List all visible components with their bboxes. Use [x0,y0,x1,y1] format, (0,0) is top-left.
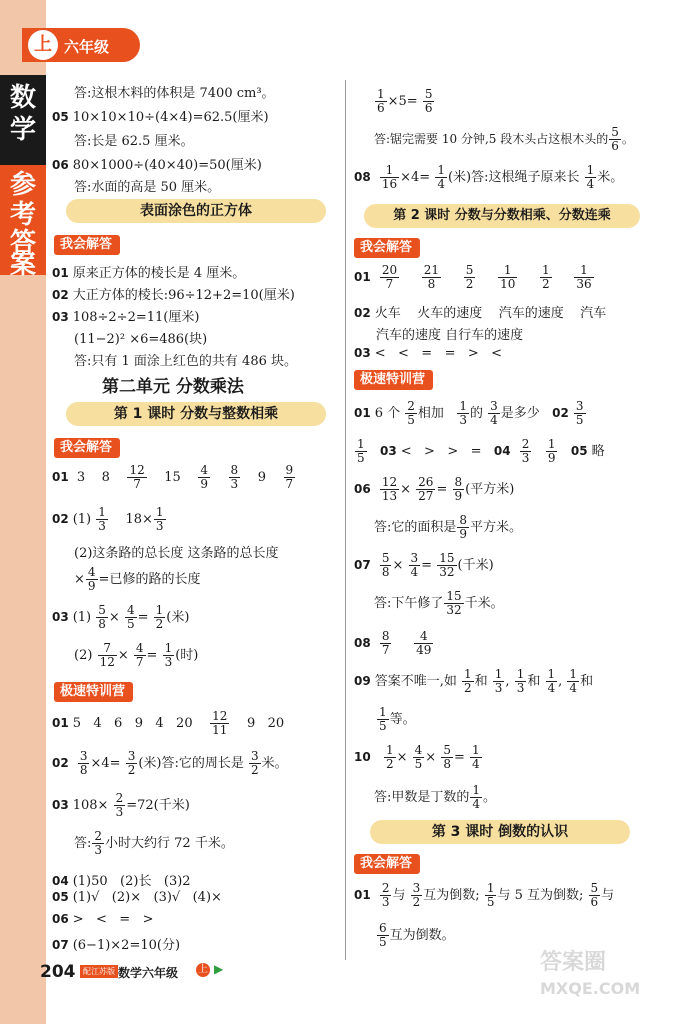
grade-label: 六年级 [64,38,110,56]
answer-line: (11−2)² ×6=486(块) [74,332,208,347]
answer-line: 答: $\frac{2}{3}$ 小时大约行 72 千米。 [74,829,234,857]
footer-title: 数学六年级 [118,966,179,980]
edition-tag: 配江苏版 [80,965,118,978]
answer-line: 03 (1) $\frac{5}{8}$ × $\frac{4}{5}$ = $\frac{1}{2}$ (米) [52,603,190,631]
answer-line: × $\frac{4}{9}$ =已修的路的长度 [74,565,201,593]
page-number: 204 [40,962,76,982]
answer-line: 06 80×1000÷(40×40)=50(厘米) [52,158,262,173]
footer-volume: 上 [198,964,208,975]
section-badge: 我会解答 [54,235,120,255]
answer-line: (2)这条路的总长度 这条路的总长度 [74,546,279,561]
answer-line: 01 $\frac{2}{3}$ 与 $\frac{3}{2}$ 互为倒数; $\frac{1}{5}$ 与 5 互为倒数; $\frac{5}{6}$ 与 [354,881,615,909]
answer-line: 09 答案不唯一,如 $\frac{1}{2}$ 和 $\frac{1}{3}$ , $\frac{1}{3}$ 和 $\frac{1}{4}$ , $\frac{1}{4}$ 和 [354,667,594,695]
column-divider [345,80,346,960]
answer-line: 答:甲数是丁数的 $\frac{1}{4}$ 。 [374,783,497,811]
answer-line: 01 5 4 6 9 4 20 $\frac{12}{11}$ 9 20 [52,709,285,737]
answer-line: 02 大正方体的棱长:96÷12+2=10(厘米) [52,288,295,303]
watermark-line: MXQE.COM [540,979,641,998]
section-band: 第 3 课时 倒数的认识 [370,820,630,844]
watermark-line: 答案圈 [540,950,607,975]
answer-line: 答:下午修了 $\frac{15}{32}$ 千米。 [374,589,504,617]
answer-line: 答:水面的高是 50 厘米。 [74,180,221,195]
section-badge: 我会解答 [54,438,120,458]
sidebar [0,0,46,1024]
answer-line: 答:它的面积是 $\frac{8}{9}$ 平方米。 [374,513,523,541]
section-char: 参 [9,170,36,200]
answer-line: 08 $\frac{8}{7}$ $\frac{4}{49}$ [354,629,432,657]
section-band: 第 1 课时 分数与整数相乘 [66,402,326,426]
answer-line: $\frac{1}{6}$ ×5= $\frac{5}{6}$ [377,87,433,115]
answer-line: 01 原来正方体的棱长是 4 厘米。 [52,266,246,281]
answer-line: 03 < < = = > < [354,346,503,361]
answer-line: 04 (1)50 (2)长 (3)2 [52,874,191,889]
answer-line: $\frac{1}{5}$ 等。 [379,705,416,733]
answer-line: 06 $\frac{12}{13}$ × $\frac{26}{27}$ = $\frac{8}{9}$ (平方米) [354,475,515,503]
answer-line: $\frac{6}{5}$ 互为倒数。 [379,921,455,949]
answer-line: 01 6 个 $\frac{2}{5}$ 相加 $\frac{1}{3}$ 的 $\frac{3}{4}$ 是多少 02 $\frac{3}{5}$ [354,399,584,427]
answer-line: 07 (6−1)×2=10(分) [52,938,181,953]
answer-line: 答:长是 62.5 厘米。 [74,134,194,149]
section-badge: 极速特训营 [54,682,133,702]
section-badge: 我会解答 [354,854,420,874]
watermark [540,950,640,1002]
answer-line: 01 $\frac{20}{7}$ $\frac{21}{8}$ $\frac{5}{2}$ $\frac{1}{10}$ $\frac{1}{2}$ $\frac{1}{36}$ [354,263,592,291]
grade-circle: 上 [28,30,58,60]
section-badge: 我会解答 [354,238,420,258]
answer-line: 答:锯完需要 10 分钟,5 段木头占这根木头的 $\frac{5}{6}$ 。 [374,125,634,153]
answer-line: (2) $\frac{7}{12}$ × $\frac{4}{7}$ = $\frac{1}{3}$ (时) [74,641,199,669]
answer-line: 02 $\frac{3}{8}$ ×4= $\frac{3}{2}$ (米)答:它的周长是 $\frac{3}{2}$ 米。 [52,749,288,777]
arrow-icon: ▶ [214,962,224,976]
answer-line: 08 $\frac{1}{16}$ ×4= $\frac{1}{4}$ (米)答:这根绳子原来长 $\frac{1}{4}$ 米。 [354,163,624,191]
answer-line: 答:只有 1 面涂上红色的共有 486 块。 [74,354,297,369]
unit-title: 第二单元 分数乘法 [102,377,244,397]
section-band: 第 2 课时 分数与分数相乘、分数连乘 [364,204,640,228]
section-char: 答 [9,228,36,258]
answer-line: $\frac{1}{5}$ 03 < > > = 04 $\frac{2}{3}$ $\frac{1}{9}$ 05 略 [357,437,605,465]
answer-line: 03 108× $\frac{2}{3}$ =72(千米) [52,791,190,819]
subject-char: 数 [9,83,36,113]
section-badge: 极速特训营 [354,370,433,390]
answer-line: 01 3 8 $\frac{12}{7}$ 15 $\frac{4}{9}$ $\frac{8}{3}$ 9 $\frac{9}{7}$ [52,463,294,491]
answer-line: 02 (1) $\frac{1}{3}$ 18× $\frac{1}{3}$ [52,505,164,533]
answer-line: 05 10×10×10÷(4×4)=62.5(厘米) [52,110,269,125]
section-char: 考 [9,200,36,230]
answer-line: 10 $\frac{1}{2}$ × $\frac{4}{5}$ × $\frac{5}{8}$ = $\frac{1}{4}$ [354,743,480,771]
answer-line: 03 108÷2÷2=11(厘米) [52,310,200,325]
answer-line: 答:这根木料的体积是 7400 cm³。 [74,86,275,101]
answer-line: 05 (1)√ (2)× (3)√ (4)× [52,890,222,905]
answer-line: 06 > < = > [52,912,154,927]
answer-line: 汽车的速度 自行车的速度 [376,328,524,343]
section-band: 表面涂色的正方体 [66,199,326,223]
subject-char: 学 [9,115,36,145]
answer-line: 02 火车 火车的速度 汽车的速度 汽车 [354,306,607,321]
subject-block [0,75,46,165]
answer-line: 07 $\frac{5}{8}$ × $\frac{3}{4}$ = $\frac{15}{32}$ (千米) [354,551,494,579]
section-char: 案 [9,250,36,280]
